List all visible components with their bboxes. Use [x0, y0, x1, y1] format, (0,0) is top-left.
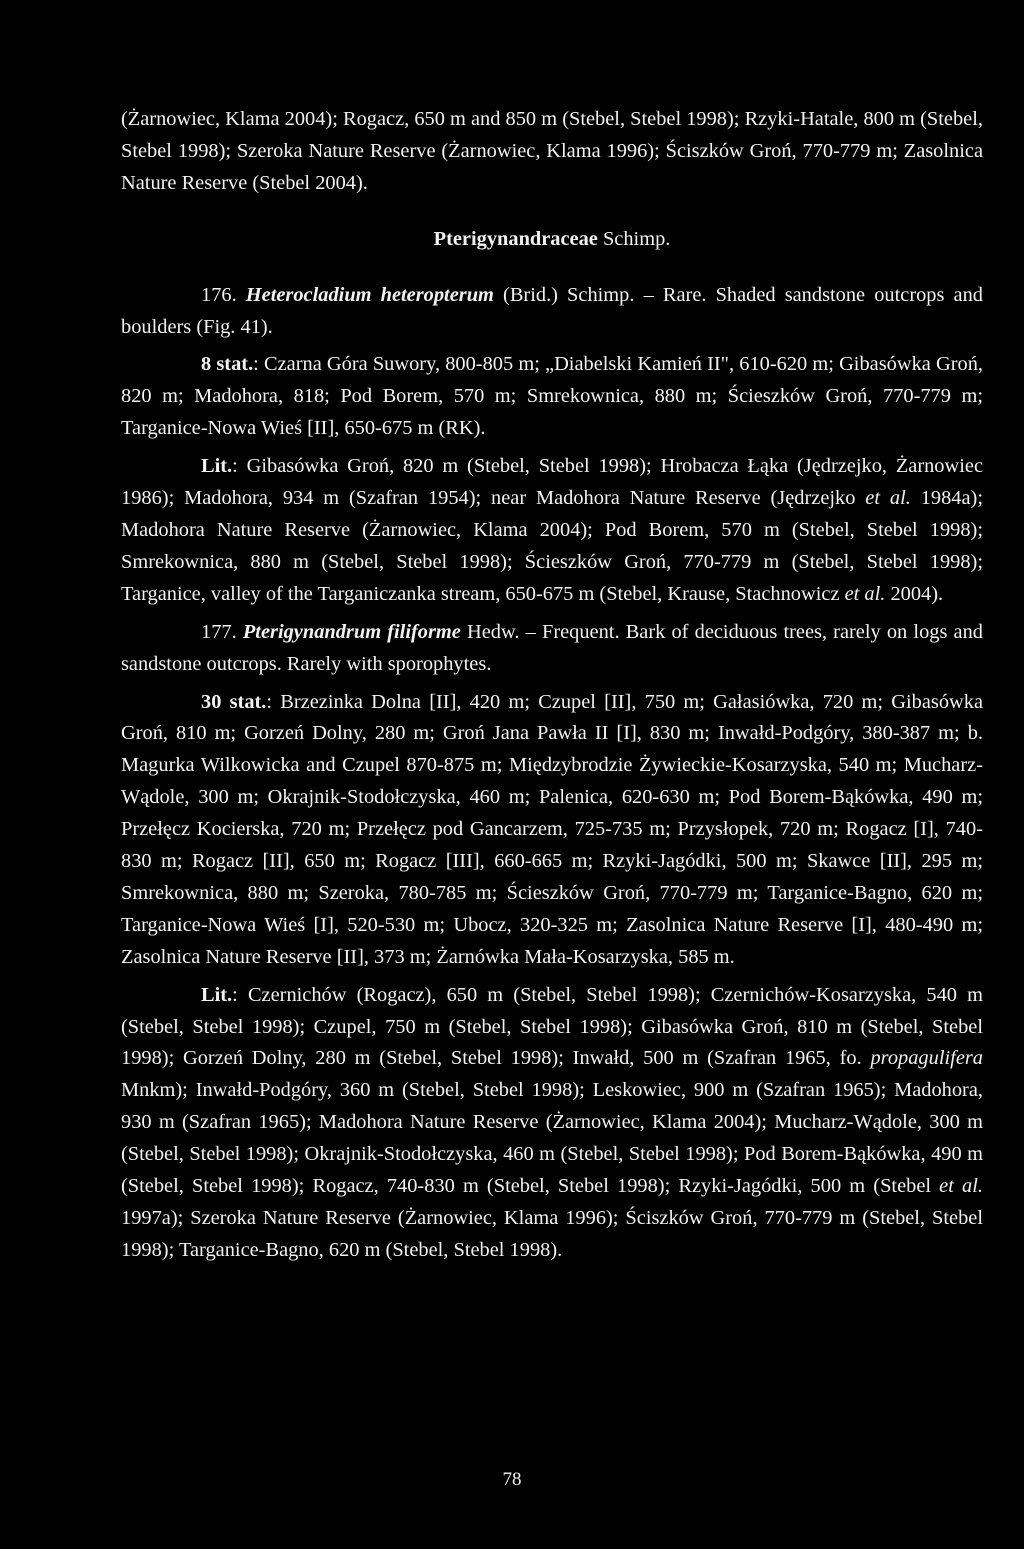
species-176-number: 176.: [201, 283, 237, 306]
species-176-name: Heterocladium heteropterum: [245, 283, 494, 306]
species-177-name: Pterigynandrum filiforme: [242, 620, 461, 643]
species-176-stations: [121, 349, 983, 445]
species-177-authority: Hedw.: [467, 620, 520, 643]
page-body: [121, 104, 983, 1267]
family-name: Pterigynandraceae: [433, 227, 598, 250]
species-176-stat-text: : Czarna Góra Suwory, 800-805 m; „Diabelski Kamień II", 610-620 m; Gibasówka Groń, 820 m; Madohora, 818; Pod Borem, 570 m; Smrekownica, 880 m; Ścieszków Groń, 770-779 m; Targanice-Nowa Wieś [II], 650-675 m (RK).: [121, 353, 983, 440]
species-177-lit-label: Lit.: [201, 983, 233, 1006]
species-177-number: 177.: [201, 620, 237, 643]
page-number: 78: [502, 1469, 522, 1490]
species-177-literature: [121, 980, 983, 1267]
species-177-lit-text-3: 1997a); Szeroka Nature Reserve (Żarnowiec, Klama 1996); Ściszków Groń, 770-779 m (Stebel, Stebel 1998); Targanice-Bagno, 620 m (Stebel, Stebel 1998).: [121, 1207, 983, 1261]
species-177-stat-text: : Brzezinka Dolna [II], 420 m; Czupel [II], 750 m; Gałasiówka, 720 m; Gibasówka Groń, 810 m; Gorzeń Dolny, 280 m; Groń Jana Pawła II [I], 830 m; Inwałd-Podgóry, 380-387 m; b. Magurka Wilkowicka and Czupel 870-875 m; Międzybrodzie Żywieckie-Kosarzyska, 540 m; Mucharz-Wądole, 300 m; Okrajnik-Stodołczyska, 460 m; Palenica, 620-630 m; Pod Borem-Bąkówka, 490 m; Przełęcz Kocierska, 720 m; Przełęcz pod Gancarzem, 725-735 m; Przysłopek, 720 m; Rogacz [I], 740-830 m; Rogacz [II], 650 m; Rogacz [III], 660-665 m; Rzyki-Jagódki, 500 m; Skawce [II], 295 m; Smrekownica, 880 m; Szeroka, 780-785 m; Ścieszków Groń, 770-779 m; Targanice-Bagno, 620 m; Targanice-Nowa Wieś [I], 520-530 m; Ubocz, 320-325 m; Zasolnica Nature Reserve [I], 480-490 m; Zasolnica Nature Reserve [II], 373 m; Żarnówka Mała-Kosarzyska, 585 m.: [121, 690, 983, 968]
species-176-lit-etal-1: et al.: [865, 487, 911, 510]
species-177-lit-etal-1: et al.: [939, 1175, 983, 1198]
species-177-description: – Frequent. Bark of deciduous trees, rarely on logs and sandstone outcrops. Rarely with sporophytes.: [121, 620, 983, 675]
species-176-stat-label: 8 stat.: [201, 353, 254, 376]
species-176-lit-label: Lit.: [201, 455, 233, 478]
species-177-stat-label: 30 stat.: [201, 690, 267, 713]
species-176-lit-text-3: 2004).: [885, 582, 944, 605]
continuation-paragraph: [121, 104, 983, 200]
family-author: Schimp.: [602, 227, 671, 250]
species-177-lit-text-2: Mnkm); Inwałd-Podgóry, 360 m (Stebel, Stebel 1998); Leskowiec, 900 m (Szafran 1965); Madohora, 930 m (Szafran 1965); Madohora Nature Reserve (Żarnowiec, Klama 2004); Mucharz-Wądole, 300 m (Stebel, Stebel 1998); Okrajnik-Stodołczyska, 460 m (Stebel, Stebel 1998); Pod Borem-Bąkówka, 490 m (Stebel, Stebel 1998); Rogacz, 740-830 m (Stebel, Stebel 1998); Rzyki-Jagódki, 500 m (Stebel: [121, 1079, 983, 1198]
species-176-authority: (Brid.) Schimp.: [503, 283, 635, 306]
species-176-entry: [121, 280, 983, 344]
family-heading: [121, 224, 983, 256]
species-176-lit-text-1: : Gibasówka Groń, 820 m (Stebel, Stebel 1998); Hrobacza Łąka (Jędrzejko, Żarnowiec 1986); Madohora, 934 m (Szafran 1954); near Madohora Nature Reserve (Jędrzejko: [121, 455, 983, 510]
species-176-description: – Rare. Shaded sandstone outcrops and boulders (Fig. 41).: [121, 283, 983, 338]
continuation-text: (Żarnowiec, Klama 2004); Rogacz, 650 m and 850 m (Stebel, Stebel 1998); Rzyki-Hatale, 800 m (Stebel, Stebel 1998); Szeroka Nature Reserve (Żarnowiec, Klama 1996); Ściszków Groń, 770-779 m; Zasolnica Nature Reserve (Stebel 2004).: [121, 108, 983, 194]
species-176-lit-etal-2: et al.: [844, 582, 886, 605]
species-176-literature: [121, 451, 983, 611]
species-177-entry: [121, 617, 983, 681]
species-177-stations: [121, 687, 983, 974]
species-177-lit-text-1: : Czernichów (Rogacz), 650 m (Stebel, Stebel 1998); Czernichów-Kosarzyska, 540 m (Stebel, Stebel 1998); Czupel, 750 m (Stebel, Stebel 1998); Gibasówka Groń, 810 m (Stebel, Stebel 1998); Gorzeń Dolny, 280 m (Stebel, Stebel 1998); Inwałd, 500 m (Szafran 1965, fo.: [121, 983, 983, 1070]
species-176-lit-text-2: 1984a); Madohora Nature Reserve (Żarnowiec, Klama 2004); Pod Borem, 570 m (Stebel, Stebel 1998); Smrekownica, 880 m (Stebel, Stebel 1998); Ścieszków Groń, 770-779 m (Stebel, Stebel 1998); Targanice, valley of the Targaniczanka stream, 650-675 m (Stebel, Krause, Stachnowicz: [121, 487, 983, 605]
species-177-lit-italic-1: propagulifera: [870, 1047, 983, 1070]
